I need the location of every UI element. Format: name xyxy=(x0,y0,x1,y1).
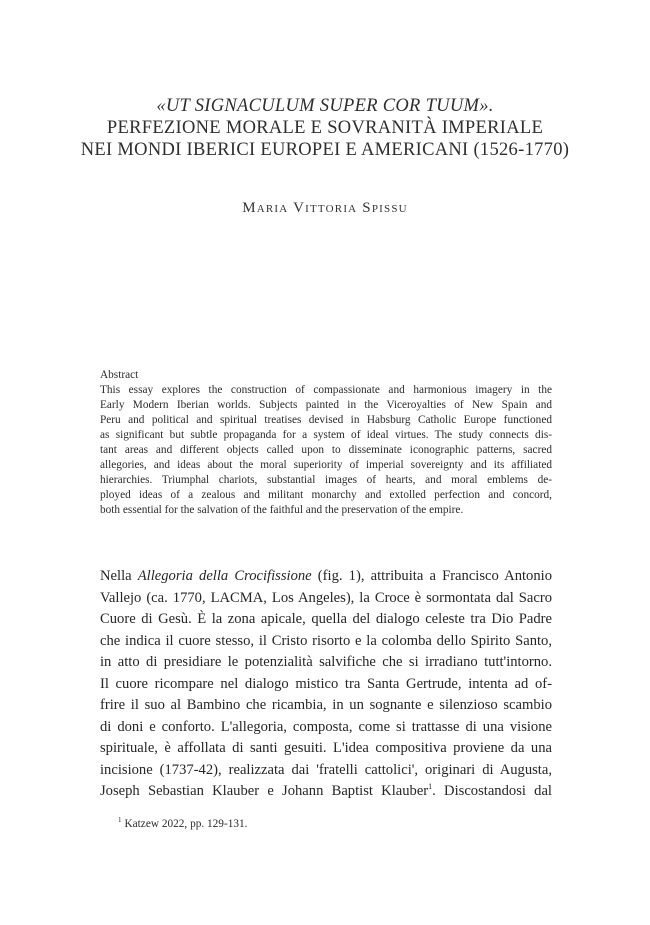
body-line: frire il suo al Bambino che ricambia, in un sognante e silenzioso scambio xyxy=(100,697,552,713)
footnote-reference[interactable]: 1 xyxy=(428,782,433,792)
abstract-line: hierarchies. Triumphal chariots, substantial images of hearts, and moral emblems de- xyxy=(100,474,552,486)
body-line: di doni e conforto. L'allegoria, composta, come si trattasse di una visione xyxy=(100,718,552,735)
abstract-line: This essay explores the construction of compassionate and harmonious imagery in the xyxy=(100,384,552,396)
body-paragraph xyxy=(100,566,552,803)
body-line xyxy=(100,566,552,588)
abstract-line: both essential for the salvation of the faithful and the preservation of the empire. xyxy=(100,504,464,516)
body-text-run: Joseph Sebastian Klauber e Johann Baptist Klauber xyxy=(100,783,429,799)
body-line: spirituale, è affollata di santi gesuiti. L'idea compositiva proviene da una xyxy=(100,740,552,756)
title-line-1: «UT SIGNACULUM SUPER COR TUUM». xyxy=(156,96,494,116)
abstract-line: allegories, and ideas about the moral superiority of imperial sovereignty and its affiliated xyxy=(100,459,552,471)
author-name: Maria Vittoria Spissu xyxy=(242,200,408,216)
body-line: Vallejo (ca. 1770, LACMA, Los Angeles), la Croce è sormontata dal Sacro xyxy=(100,589,552,606)
body-text-run: (fig. 1), attribuita a Francisco Antonio xyxy=(311,568,552,584)
body-text-run: Nella xyxy=(100,568,138,584)
footnote xyxy=(118,818,248,830)
body-text-run: . Discostandosi dal xyxy=(432,783,552,799)
abstract-line: Peru and political and spiritual treatises devised in Habsburg Catholic Europe functioned xyxy=(100,414,552,426)
footnote-text: Katzew 2022, pp. 129-131. xyxy=(124,818,248,830)
abstract-line: tant areas and different objects called upon to disseminate iconographic patterns, sacred xyxy=(100,444,552,456)
abstract-line: as significant but subtle propaganda for a system of ideal virtues. The study connects dis- xyxy=(100,429,552,441)
article-title xyxy=(60,95,590,161)
footnote-number: 1 xyxy=(118,816,122,825)
artwork-title: Allegoria della Crocifissione xyxy=(137,568,312,584)
body-line: incisione (1737-42), realizzata dai 'fratelli cattolici', originari di Augusta, xyxy=(100,761,552,778)
title-line-2: PERFEZIONE MORALE E SOVRANITÀ IMPERIALE xyxy=(106,118,544,138)
body-line xyxy=(100,781,552,803)
abstract-line: Early Modern Iberian worlds. Subjects painted in the Viceroyalties of New Spain and xyxy=(100,399,552,411)
body-line: Cuore di Gesù. È la zona apicale, quella del dialogo celeste tra Dio Padre xyxy=(100,611,552,627)
abstract xyxy=(100,368,552,518)
body-line: in atto di presidiare le potenzialità salvifiche che si irradiano tutt'intorno. xyxy=(100,654,552,670)
abstract-heading: Abstract xyxy=(100,369,139,381)
title-line-3: NEI MONDI IBERICI EUROPEI E AMERICANI (1526-1770) xyxy=(80,140,570,160)
body-line: che indica il cuore stesso, il Cristo risorto e la colomba dello Spirito Santo, xyxy=(100,632,552,649)
body-line: Il cuore ricompare nel dialogo mistico tra Santa Gertrude, intenta ad of- xyxy=(100,675,552,692)
abstract-line: ployed ideas of a zealous and militant monarchy and extolled perfection and concord, xyxy=(100,489,552,501)
